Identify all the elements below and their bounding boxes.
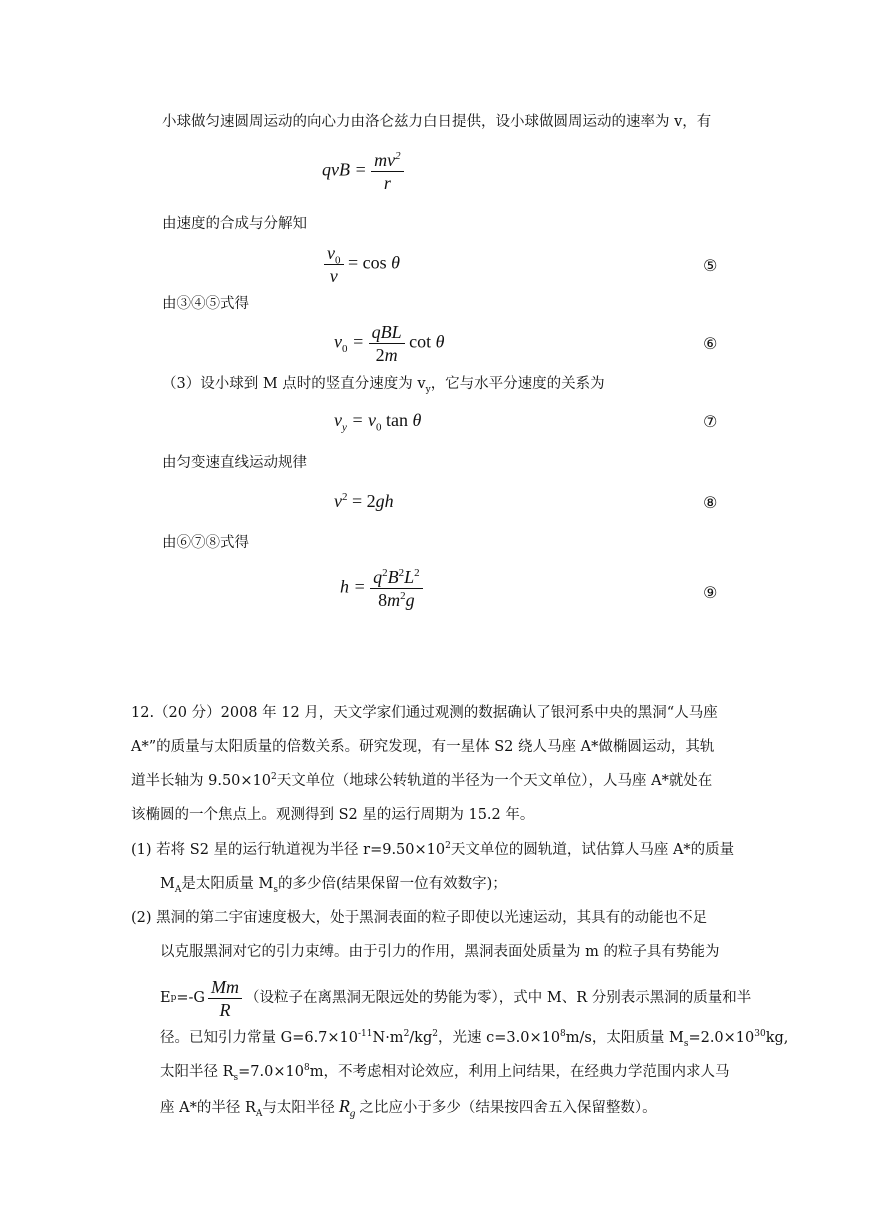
q1-c2-sub: s	[273, 884, 278, 895]
q2-e3: m，不考虑相对论效应，利用上问结果，在经典力学范围内求人马	[309, 1064, 730, 1080]
equation-9: h = $\frac{q^2B^2L^2}{8m^2g}$	[340, 567, 423, 610]
problem-line-3-exp: 2	[271, 772, 277, 783]
q2-d1-exp: -11	[358, 1029, 373, 1040]
equation-number-5: ⑤	[703, 256, 718, 275]
q2-d7: kg,	[765, 1030, 789, 1046]
q1-c3: 的多少倍(结果保留一位有效数字)；	[277, 876, 507, 892]
question-2-line-4	[160, 1028, 788, 1048]
problem-line-4: 该椭圆的一个焦点上。观测得到 S2 星的运行周期为 15.2 年。	[131, 807, 535, 823]
equation-number-6: ⑥	[703, 334, 718, 353]
q2-d4-exp: 8	[560, 1029, 566, 1040]
question-1-line-1	[131, 840, 734, 860]
equation-lorentz-centripetal: qvB = $\frac{mv^2}{r}$	[322, 150, 404, 193]
problem-line-1: 12.（20 分）2008 年 12 月，天文学家们通过观测的数据确认了银河系中央的黑洞“人马座	[131, 705, 718, 721]
q2-ep: E	[160, 990, 171, 1006]
q2-eq-g: =-G	[176, 990, 205, 1006]
problem-line-3	[131, 771, 712, 791]
question-1-line-2	[160, 874, 507, 894]
q2-f1: 座 A*的半径 R	[160, 1100, 256, 1116]
q1-exp: 2	[445, 841, 451, 852]
q2-d5-sub: s	[683, 1038, 689, 1049]
vy-subscript: y	[425, 384, 431, 395]
equation-6: $v_0$ = $\frac{\text{qBL}}{2m}$ cot θ	[334, 322, 445, 365]
solution-text-4-tail: ，它与水平分速度的关系为	[430, 376, 605, 392]
q2-d2: N·m	[372, 1030, 404, 1046]
q1-b: 天文单位的圆轨道，试估算人马座 A*的质量	[450, 842, 735, 858]
equation-8: $v^2 = 2gh$	[334, 491, 394, 511]
solution-text-1: 小球做匀速圆周运动的向心力由洛仑兹力白日提供，设小球做圆周运动的速率为 v，有	[162, 114, 712, 130]
q1-c1: M	[160, 876, 175, 892]
q2-f3: 之比应小于多少（结果按四舍五入保留整数）。	[359, 1100, 657, 1116]
q2-e2-exp: 8	[303, 1063, 310, 1074]
q1-c1-sub: A	[174, 884, 182, 895]
q2-d3-exp: 2	[432, 1029, 438, 1040]
solution-text-5: 由匀变速直线运动规律	[162, 455, 307, 471]
q2-f1-sub: A	[255, 1108, 263, 1119]
q1-c2: 是太阳质量 M	[181, 876, 274, 892]
problem-line-2: A*”的质量与太阳质量的倍数关系。研究发现，有一星体 S2 绕人马座 A*做椭圆运动，其轨	[131, 739, 715, 755]
q2-d5: m/s，太阳质量 M	[565, 1030, 684, 1046]
solution-text-6: 由⑥⑦⑧式得	[162, 535, 249, 551]
q2-e2: =7.0×10	[238, 1064, 304, 1080]
question-2-line-6	[160, 1096, 657, 1118]
equation-number-8: ⑧	[703, 493, 718, 512]
q2-f2: 与太阳半径	[262, 1100, 335, 1116]
rg-symbol: $R_g$	[338, 1096, 356, 1120]
q2-d4: ，光速 c=3.0×10	[438, 1030, 561, 1046]
solution-text-4-main: （3）设小球到 M 点时的竖直分速度为 v	[162, 376, 426, 392]
potential-fraction: $\frac{Mm}{R}$	[208, 977, 242, 1020]
solution-text-4	[162, 374, 605, 394]
equation-number-9: ⑨	[703, 583, 718, 602]
problem-line-3-a: 道半长轴为 9.50×10	[131, 773, 271, 789]
q2-e1-sub: s	[233, 1072, 239, 1083]
question-2-line-1: (2) 黑洞的第二宇宙速度极大，处于黑洞表面的粒子即使以光速运动，其具有的动能也不足	[131, 910, 708, 926]
q2-c-post: （设粒子在离黑洞无限远处的势能为零），式中 M、R 分别表示黑洞的质量和半	[245, 990, 752, 1006]
solution-text-3: 由③④⑤式得	[162, 296, 249, 312]
q2-d3: /kg	[409, 1030, 433, 1046]
question-2-line-3: E p =-G $\frac{Mm}{R}$ （设粒子在离黑洞无限远处的势能为零），式中 M、R 分别表示黑洞的质量和半	[160, 976, 752, 1020]
equation-number-7: ⑦	[703, 412, 718, 431]
q2-d1: 径。已知引力常量 G=6.7×10	[160, 1030, 359, 1046]
q2-e1: 太阳半径 R	[160, 1064, 234, 1080]
q2-d6-exp: 30	[754, 1029, 766, 1040]
q2-d2-exp: 2	[403, 1029, 410, 1040]
q1-a: (1) 若将 S2 星的运行轨道视为半径 r=9.50×10	[131, 842, 446, 858]
equation-7: $v_y = v_0$ tan θ	[334, 410, 422, 434]
solution-text-2: 由速度的合成与分解知	[162, 216, 307, 232]
question-2-line-5	[160, 1062, 729, 1082]
question-2-line-2: 以克服黑洞对它的引力束缚。由于引力的作用，黑洞表面处质量为 m 的粒子具有势能为	[160, 944, 720, 960]
problem-line-3-b: 天文单位（地球公转轨道的半径为一个天文单位），人马座 A*就处在	[276, 773, 713, 789]
q2-d6: =2.0×10	[688, 1030, 755, 1046]
equation-5: $\frac{v_0}{v}$ = cos θ	[324, 243, 400, 286]
